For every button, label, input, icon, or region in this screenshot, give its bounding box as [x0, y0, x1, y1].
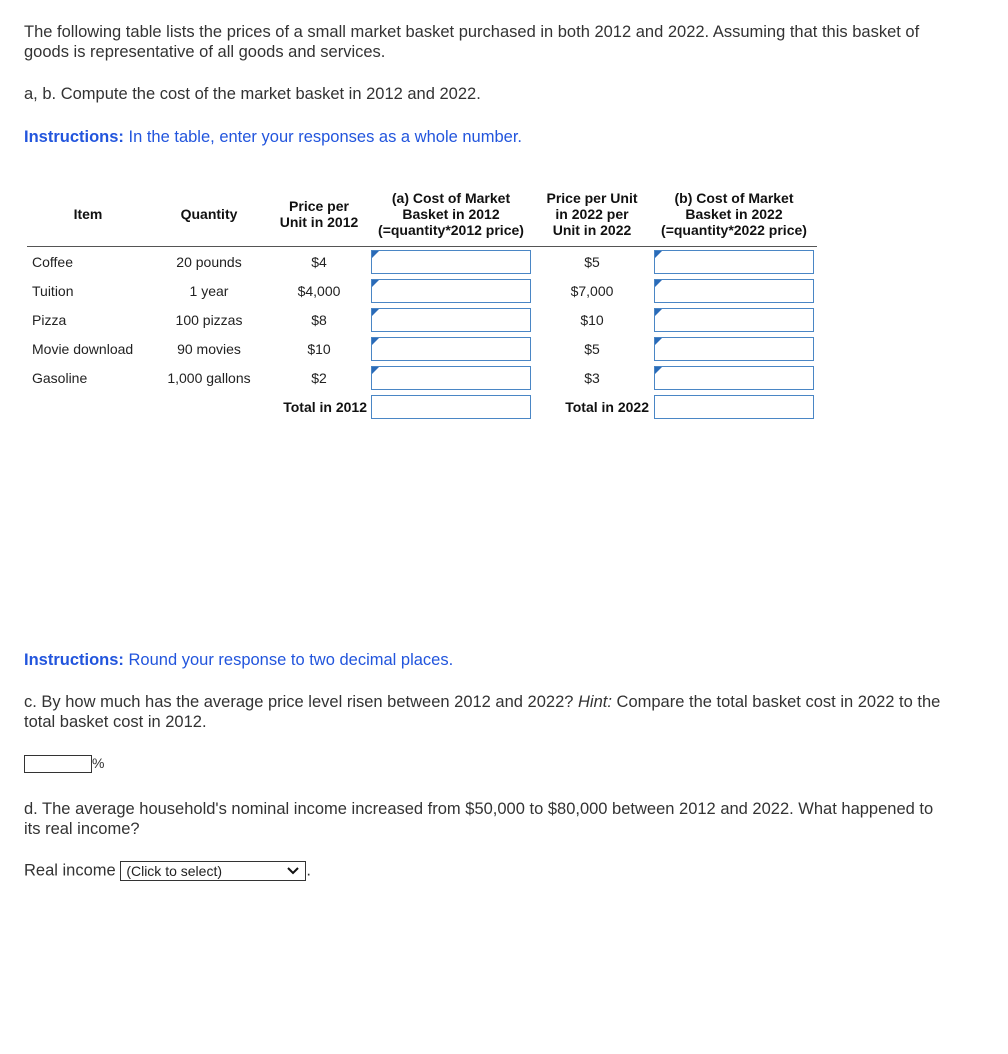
- item-cell: Gasoline: [32, 369, 88, 386]
- cost-2012-input-coffee[interactable]: [371, 250, 531, 274]
- table-row: [27, 276, 817, 305]
- header-quantity: Quantity: [149, 182, 269, 247]
- real-income-row: [24, 861, 311, 881]
- cost-2012-input-movie-download[interactable]: [371, 337, 531, 361]
- chevron-down-icon: [287, 863, 299, 881]
- total-2022-label: Total in 2022: [565, 398, 649, 415]
- total-row: [27, 392, 817, 421]
- real-income-label: Real income: [24, 861, 116, 880]
- real-income-select[interactable]: (Click to select): [120, 861, 306, 881]
- quantity-cell: 90 movies: [177, 340, 241, 357]
- cost-2012-input-tuition[interactable]: [371, 279, 531, 303]
- price-2012-cell: $10: [307, 340, 331, 357]
- total-2022-input[interactable]: [654, 395, 814, 419]
- header-item: Item: [27, 182, 149, 247]
- hint-label: Hint:: [578, 693, 612, 711]
- item-cell: Movie download: [32, 340, 134, 357]
- trailing-period: .: [306, 861, 311, 880]
- cost-2022-input-gasoline[interactable]: [654, 366, 814, 390]
- quantity-cell: 1 year: [189, 282, 229, 299]
- percent-sign: %: [92, 755, 105, 771]
- price-2012-cell: $4,000: [297, 282, 341, 299]
- item-cell: Coffee: [32, 253, 73, 270]
- price-2022-cell: $7,000: [570, 282, 614, 299]
- percent-answer-row: [24, 755, 104, 773]
- quantity-cell: 20 pounds: [176, 253, 242, 270]
- cost-2012-input-gasoline[interactable]: [371, 366, 531, 390]
- table-row: [27, 247, 817, 277]
- item-cell: Pizza: [32, 311, 67, 328]
- total-2012-input[interactable]: [371, 395, 531, 419]
- price-2022-cell: $5: [584, 253, 600, 270]
- instructions-label: Instructions:: [24, 128, 124, 146]
- table-row: [27, 363, 817, 392]
- table-row: [27, 334, 817, 363]
- price-2022-cell: $10: [580, 311, 604, 328]
- header-cost-2012: (a) Cost of Market Basket in 2012 (=quantity*2012 price): [369, 182, 533, 247]
- instructions-label: Instructions:: [24, 651, 124, 669]
- instructions-whole-number: [24, 127, 944, 147]
- quantity-cell: 1,000 gallons: [167, 369, 251, 386]
- price-2012-cell: $2: [311, 369, 327, 386]
- instructions-decimal: [24, 650, 944, 670]
- table-row: [27, 305, 817, 334]
- price-2012-cell: $4: [311, 253, 327, 270]
- total-2012-label: Total in 2012: [283, 398, 367, 415]
- question-c: c. By how much has the average price level risen between 2012 and 2022? Hint: Compare the total basket cost in 2022 to the total basket cost in 2012.: [24, 693, 941, 731]
- question-ab: a, b. Compute the cost of the market basket in 2012 and 2022.: [24, 85, 481, 103]
- header-price-2012: Price per Unit in 2012: [269, 182, 369, 247]
- header-price-2022: Price per Unit in 2022 per Unit in 2022: [533, 182, 651, 247]
- cost-2022-input-movie-download[interactable]: [654, 337, 814, 361]
- cost-2022-input-pizza[interactable]: [654, 308, 814, 332]
- header-cost-2022: (b) Cost of Market Basket in 2022 (=quantity*2022 price): [651, 182, 817, 247]
- quantity-cell: 100 pizzas: [175, 311, 243, 328]
- instructions-text: Round your response to two decimal places.: [123, 651, 454, 669]
- cost-2012-input-pizza[interactable]: [371, 308, 531, 332]
- instructions-text: In the table, enter your responses as a whole number.: [123, 128, 522, 146]
- price-2012-cell: $8: [311, 311, 327, 328]
- price-2022-cell: $3: [584, 369, 600, 386]
- question-d: d. The average household's nominal income increased from $50,000 to $80,000 between 2012 and 2022. What happened to its real income?: [24, 800, 934, 838]
- cost-2022-input-tuition[interactable]: [654, 279, 814, 303]
- price-2022-cell: $5: [584, 340, 600, 357]
- item-cell: Tuition: [32, 282, 74, 299]
- market-basket-table: [27, 182, 817, 421]
- cost-2022-input-coffee[interactable]: [654, 250, 814, 274]
- percent-increase-input[interactable]: [24, 755, 92, 773]
- intro-text: The following table lists the prices of a small market basket purchased in both 2012 and 2022. Assuming that this basket of goods is representative of all goods and services.: [24, 23, 920, 61]
- table-header-row: [27, 182, 817, 247]
